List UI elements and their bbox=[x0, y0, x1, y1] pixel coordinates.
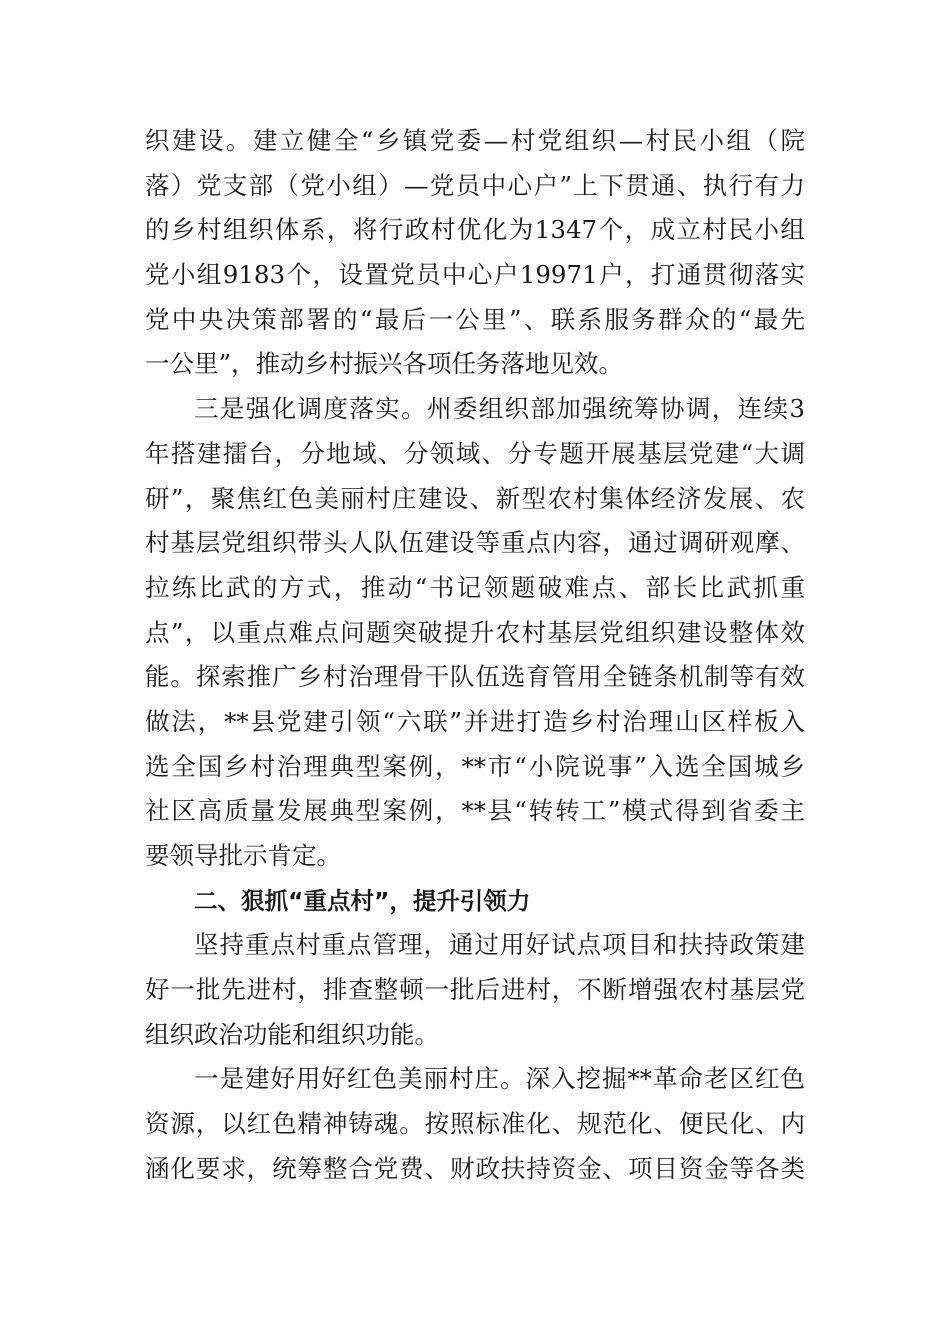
text-line: 选全国乡村治理典型案例，**市“小院说事”入选全国城乡 bbox=[145, 751, 805, 781]
text-line: 能。探索推广乡村治理骨干队伍选育管用全链条机制等有效 bbox=[145, 662, 805, 692]
text-line: 年搭建擂台，分地域、分领域、分专题开展基层党建“大调 bbox=[145, 438, 805, 468]
section-heading: 二、狠抓“重点村”，提升引领力 bbox=[194, 886, 531, 915]
text-line: 党小组9183个，设置党员中心户19971户，打通贯彻落实 bbox=[145, 260, 805, 290]
text-line: 涵化要求，统筹整合党费、财政扶持资金、项目资金等各类 bbox=[145, 1153, 805, 1183]
text-line: 点”，以重点难点问题突破提升农村基层党组织建设整体效 bbox=[145, 617, 805, 647]
text-line: 资源，以红色精神铸魂。按照标准化、规范化、便民化、内 bbox=[145, 1109, 805, 1139]
text-line: 研”，聚焦红色美丽村庄建设、新型农村集体经济发展、农 bbox=[145, 483, 805, 513]
paragraph-start-line: 一是建好用好红色美丽村庄。深入挖掘**革命老区红色 bbox=[194, 1064, 805, 1094]
paragraph-start-line: 坚持重点村重点管理，通过用好试点项目和扶持政策建 bbox=[194, 930, 805, 960]
text-line: 要领导批示肯定。 bbox=[145, 841, 341, 870]
text-line: 党中央决策部署的“最后一公里”、联系服务群众的“最先 bbox=[145, 304, 805, 334]
text-line: 组织政治功能和组织功能。 bbox=[145, 1019, 439, 1049]
text-line: 做法，**县党建引领“六联”并进打造乡村治理山区样板入 bbox=[145, 706, 805, 736]
text-line: 拉练比武的方式，推动“书记领题破难点、部长比武抓重 bbox=[145, 572, 805, 602]
text-line: 落）党支部（党小组）—党员中心户”上下贯通、执行有力 bbox=[145, 170, 805, 200]
text-line: 的乡村组织体系，将行政村优化为1347个，成立村民小组 bbox=[145, 215, 805, 245]
text-line: 一公里”，推动乡村振兴各项任务落地见效。 bbox=[145, 349, 624, 379]
text-line: 织建设。建立健全“乡镇党委—村党组织—村民小组（院 bbox=[145, 126, 805, 155]
text-line: 好一批先进村，排查整顿一批后进村，不断增强农村基层党 bbox=[145, 975, 805, 1005]
paragraph-start-line: 三是强化调度落实。州委组织部加强统筹协调，连续3 bbox=[194, 394, 805, 424]
document-body bbox=[145, 119, 805, 1192]
text-line: 社区高质量发展典型案例，**县“转转工”模式得到省委主 bbox=[145, 796, 805, 826]
text-line: 村基层党组织带头人队伍建设等重点内容，通过调研观摩、 bbox=[145, 528, 805, 558]
